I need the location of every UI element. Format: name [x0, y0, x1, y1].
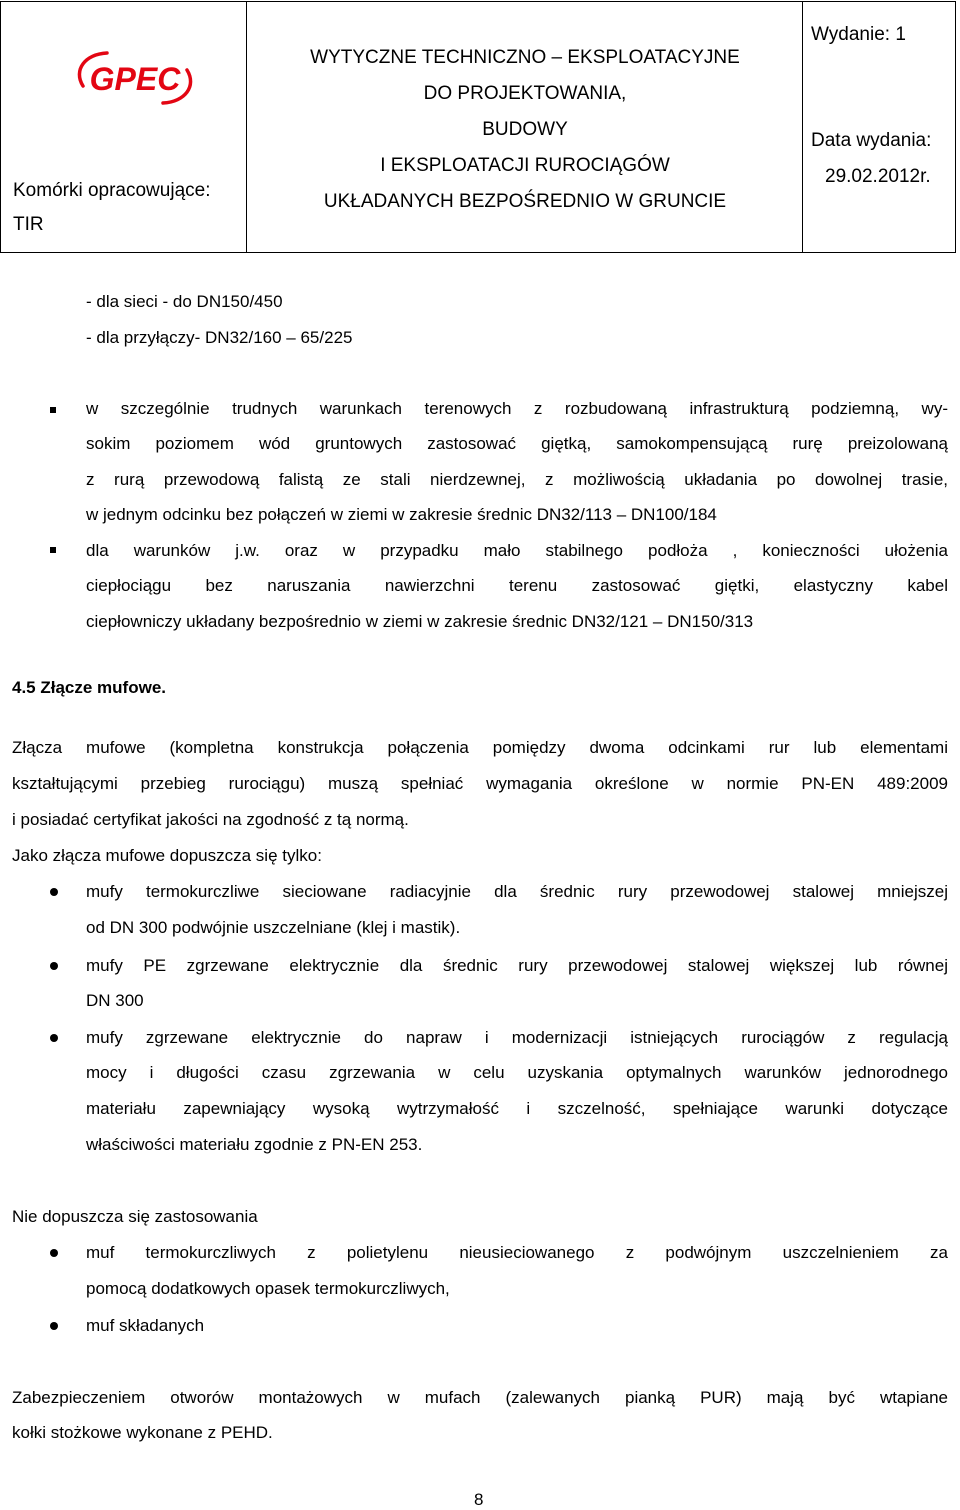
- paragraph-line: mocy i długości czasu zgrzewania w celu uzyskania optymalnych warunków jednorodnego: [86, 1063, 948, 1082]
- paragraph-line: kołki stożkowe wykonane z PEHD.: [12, 1423, 273, 1442]
- paragraph-line: w jednym odcinku bez połączeń w ziemi w zakresie średnic DN32/113 – DN100/184: [86, 505, 717, 524]
- paragraph-line: Złącza mufowe (kompletna konstrukcja połączenia pomiędzy dwoma odcinkami rur lub elementami: [12, 738, 948, 757]
- square-bullet-icon: [50, 407, 56, 413]
- paragraph-line: dla warunków j.w. oraz w przypadku mało stabilnego podłoża , konieczności ułożenia: [86, 541, 948, 560]
- paragraph-line: kształtującymi przebieg rurociągu) muszą spełniać wymagania określone w normie PN-EN 489:2009: [12, 774, 948, 793]
- paragraph-line: muf termokurczliwych z polietylenu nieusieciowanego z podwójnym uszczelnieniem za: [86, 1243, 948, 1262]
- paragraph-line: sokim poziomem wód gruntowych zastosować giętką, samokompensującą rurę preizolowaną: [86, 434, 948, 453]
- paragraph-line: mufy zgrzewane elektrycznie do napraw i modernizacji istniejących rurociągów z regulacją: [86, 1028, 948, 1047]
- paragraph-line: ciepłowniczy układany bezpośrednio w ziemi w zakresie średnic DN32/121 – DN150/313: [86, 612, 754, 631]
- svg-text:GPEC: GPEC: [89, 61, 181, 97]
- paragraph-line: DN 300: [86, 991, 144, 1010]
- list-item: - dla sieci - do DN150/450: [86, 292, 283, 311]
- list-item: - dla przyłączy- DN32/160 – 65/225: [86, 328, 353, 347]
- paragraph-line: Zabezpieczeniem otworów montażowych w mufach (zalewanych pianką PUR) mają być wtapiane: [12, 1388, 948, 1407]
- section-title: 4.5 Złącze mufowe.: [12, 678, 166, 697]
- title-line: I EKSPLOATACJI RUROCIĄGÓW: [380, 155, 670, 176]
- paragraph-line: z rurą przewodową falistą ze stali nierdzewnej, z możliwością układania po dowolnej trasie,: [86, 470, 948, 489]
- paragraph-line: mufy PE zgrzewane elektrycznie dla średnic rury przewodowej stalowej większej lub równej: [86, 956, 948, 975]
- paragraph-line: w szczególnie trudnych warunkach terenowych z rozbudowaną infrastrukturą podziemną, wy-: [86, 399, 948, 418]
- paragraph-line: pomocą dodatkowych opasek termokurczliwych,: [86, 1279, 450, 1298]
- paragraph-line: materiału zapewniający wysoką wytrzymałość i szczelność, spełniające warunki dotyczące: [86, 1099, 948, 1118]
- title-line: UKŁADANYCH BEZPOŚREDNIO W GRUNCIE: [323, 191, 727, 212]
- paragraph-line: ciepłociągu bez naruszania nawierzchni terenu zastosować giętki, elastyczny kabel: [86, 576, 948, 595]
- title-line: DO PROJEKTOWANIA,: [423, 83, 627, 104]
- paragraph-line: i posiadać certyfikat jakości na zgodność z tą normą.: [12, 810, 409, 829]
- square-bullet-icon: [50, 547, 56, 553]
- gpec-logo: [69, 48, 201, 108]
- bullet-icon: [50, 888, 58, 896]
- document-title: [247, 40, 803, 220]
- paragraph-line: mufy termokurczliwe sieciowane radiacyjnie dla średnic rury przewodowej stalowej mniejszej: [86, 882, 948, 901]
- paragraph-line: właściwości materiału zgodnie z PN-EN 253.: [86, 1135, 423, 1154]
- edition-number: Wydanie: 1: [811, 24, 906, 45]
- header-title-cell: [247, 2, 803, 252]
- title-line: BUDOWY: [482, 119, 568, 140]
- bullet-icon: [50, 1034, 58, 1042]
- issue-date-label: Data wydania:: [811, 130, 932, 151]
- document-header: [0, 1, 956, 253]
- komorki-label: Komórki opracowujące:: [13, 180, 211, 201]
- header-left-cell: [1, 2, 247, 252]
- paragraph-line: od DN 300 podwójnie uszczelniane (klej i mastik).: [86, 918, 461, 937]
- komorki-value: TIR: [13, 214, 44, 235]
- bullet-icon: [50, 962, 58, 970]
- issue-date-value: 29.02.2012r.: [825, 166, 931, 187]
- header-right-cell: [803, 2, 955, 252]
- bullet-icon: [50, 1249, 58, 1257]
- page-number: 8: [474, 1490, 484, 1509]
- bullet-icon: [50, 1322, 58, 1330]
- paragraph-line: Jako złącza mufowe dopuszcza się tylko:: [12, 846, 322, 865]
- paragraph-line: muf składanych: [86, 1316, 205, 1335]
- title-line: WYTYCZNE TECHNICZNO – EKSPLOATACYJNE: [310, 47, 740, 68]
- paragraph-line: Nie dopuszcza się zastosowania: [12, 1207, 258, 1226]
